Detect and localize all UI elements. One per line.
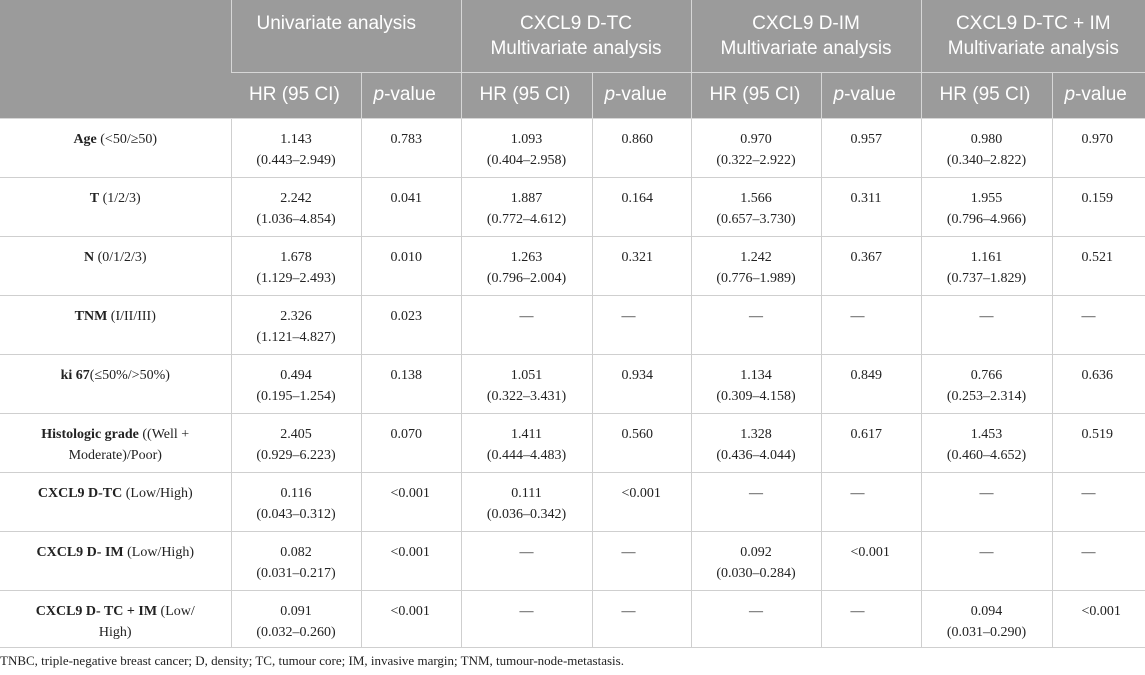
cell-value: 0.010 — [390, 249, 422, 265]
cell-value: 0.138 — [390, 367, 422, 383]
cell-value: — — [979, 485, 994, 501]
p-suffix: -value — [615, 83, 667, 105]
table-row — [0, 531, 1145, 590]
cell-ci: (0.772–4.612) — [486, 211, 567, 227]
hr-cell — [231, 177, 361, 236]
cell-value: 0.970 — [740, 131, 772, 147]
cell-value: 2.405 — [280, 426, 312, 442]
cell-value: 0.560 — [621, 426, 653, 442]
subheader-hr: HR (95 CI) — [231, 72, 361, 118]
p-suffix: -value — [1075, 83, 1127, 105]
cell-value: <0.001 — [390, 544, 430, 560]
p-value-cell — [821, 472, 921, 531]
cell-value: 1.093 — [510, 131, 543, 147]
hr-cell — [691, 472, 821, 531]
cell-value: 0.070 — [390, 426, 422, 442]
row-categories: (Low/High) — [122, 485, 193, 501]
cell-value: 0.860 — [621, 131, 653, 147]
table-row — [0, 236, 1145, 295]
p-value-cell — [821, 354, 921, 413]
hr-cell — [921, 118, 1052, 177]
p-value-cell — [821, 177, 921, 236]
cell-value: 1.134 — [740, 367, 772, 383]
cell-value: 0.023 — [390, 308, 422, 324]
cell-value: — — [850, 603, 865, 619]
p-value-cell — [1052, 472, 1145, 531]
hr-cell — [691, 590, 821, 647]
cell-value: 0.092 — [740, 544, 772, 560]
row-variable: T — [89, 190, 100, 206]
cell-value: — — [1081, 544, 1096, 560]
cell-value: <0.001 — [621, 485, 661, 501]
cell-value: — — [621, 308, 636, 324]
hr-cell — [691, 177, 821, 236]
p-value-cell — [592, 472, 691, 531]
p-italic: p — [1064, 83, 1076, 105]
cell-value: — — [519, 603, 534, 619]
p-value-cell — [821, 295, 921, 354]
cell-value: 0.980 — [970, 131, 1003, 147]
p-italic: p — [373, 83, 385, 105]
p-value-cell — [1052, 590, 1145, 647]
cell-value: 1.678 — [280, 249, 312, 265]
hr-cell — [691, 118, 821, 177]
cell-value: 0.321 — [621, 249, 653, 265]
header-group-title: Univariate analysis — [256, 13, 416, 34]
cell-value: 0.494 — [280, 367, 312, 383]
table-row — [0, 177, 1145, 236]
hr-cell — [231, 118, 361, 177]
subheader-hr: HR (95 CI) — [461, 72, 592, 118]
hr-cell — [231, 531, 361, 590]
hr-cell — [231, 413, 361, 472]
p-value-cell — [821, 118, 921, 177]
hr-cell — [231, 472, 361, 531]
row-categories: (Low/High) — [123, 544, 194, 560]
hr-cell — [921, 531, 1052, 590]
row-label-cell — [0, 236, 231, 295]
cell-value: 0.970 — [1081, 131, 1114, 147]
row-categories: ((Well + Moderate)/Poor) — [68, 426, 190, 463]
header-group-dtc — [461, 0, 691, 72]
table-body — [0, 118, 1145, 647]
p-value-cell — [1052, 118, 1145, 177]
hr-cell — [921, 590, 1052, 647]
row-label-cell — [0, 295, 231, 354]
table-row — [0, 354, 1145, 413]
cell-value: 0.636 — [1081, 367, 1114, 383]
cell-value: 0.041 — [390, 190, 422, 206]
cell-ci: (0.460–4.652) — [946, 447, 1027, 463]
cell-ci: (0.322–2.922) — [716, 152, 796, 168]
header-group-title: CXCL9 D-IM — [752, 13, 860, 34]
table-row — [0, 295, 1145, 354]
row-variable: TNM — [74, 308, 108, 324]
cell-ci: (0.776–1.989) — [716, 270, 796, 286]
cell-value: 0.367 — [850, 249, 883, 265]
row-label-cell — [0, 413, 231, 472]
p-value-cell — [592, 177, 691, 236]
hr-cell — [691, 531, 821, 590]
header-group-dim — [691, 0, 921, 72]
cell-value: — — [1081, 485, 1096, 501]
p-value-cell — [592, 531, 691, 590]
cell-value: — — [519, 308, 534, 324]
cell-value: 0.091 — [280, 603, 312, 619]
cell-value: 0.116 — [280, 485, 312, 501]
row-categories: (1/2/3) — [99, 190, 141, 206]
row-label-cell — [0, 590, 231, 647]
header-group-univariate — [231, 0, 461, 72]
cell-ci: (1.121–4.827) — [256, 329, 336, 345]
p-value-cell — [1052, 354, 1145, 413]
cell-value: 0.159 — [1081, 190, 1114, 206]
p-value-cell — [1052, 413, 1145, 472]
p-value-cell — [361, 295, 461, 354]
cell-value: — — [621, 544, 636, 560]
table-header — [0, 0, 1145, 118]
cell-value: 0.164 — [621, 190, 653, 206]
cell-ci: (0.436–4.044) — [716, 447, 796, 463]
p-value-cell — [361, 413, 461, 472]
hr-cell — [921, 295, 1052, 354]
header-group-title: CXCL9 D-TC — [520, 13, 632, 34]
header-group-dtc-im — [921, 0, 1145, 72]
row-label-cell — [0, 118, 231, 177]
hr-cell — [921, 177, 1052, 236]
p-value-cell — [1052, 531, 1145, 590]
cell-value: — — [621, 603, 636, 619]
cell-ci: (0.043–0.312) — [256, 506, 336, 522]
p-value-cell — [361, 590, 461, 647]
hr-cell — [691, 354, 821, 413]
cell-ci: (0.032–0.260) — [256, 624, 336, 640]
table-row — [0, 590, 1145, 647]
hr-cell — [461, 590, 592, 647]
hr-cell — [691, 413, 821, 472]
hr-cell — [461, 472, 592, 531]
cell-value: 0.094 — [970, 603, 1003, 619]
cell-ci: (0.657–3.730) — [716, 211, 796, 227]
cell-value: 1.328 — [740, 426, 772, 442]
cell-value: — — [519, 544, 534, 560]
cell-value: 0.957 — [850, 131, 883, 147]
cell-ci: (0.929–6.223) — [256, 447, 336, 463]
hr-cell — [461, 295, 592, 354]
table-row — [0, 413, 1145, 472]
row-variable: CXCL9 D- IM — [36, 544, 124, 560]
p-value-cell — [821, 531, 921, 590]
cell-value: <0.001 — [390, 603, 430, 619]
cell-value: — — [749, 485, 764, 501]
hr-cell — [921, 236, 1052, 295]
cell-value: 1.887 — [510, 190, 543, 206]
p-value-cell — [1052, 295, 1145, 354]
cell-value: — — [850, 485, 865, 501]
row-categories: (<50/≥50) — [96, 131, 158, 147]
cell-value: 1.566 — [740, 190, 772, 206]
p-suffix: -value — [844, 83, 896, 105]
header-corner — [0, 0, 231, 118]
cell-ci: (1.036–4.854) — [256, 211, 336, 227]
p-italic: p — [604, 83, 616, 105]
hr-cell — [231, 354, 361, 413]
hr-cell — [231, 295, 361, 354]
p-value-cell — [361, 118, 461, 177]
cell-value: 1.161 — [970, 249, 1003, 265]
header-group-title: CXCL9 D-TC + IM — [955, 13, 1111, 34]
cell-ci: (0.031–0.290) — [946, 624, 1027, 640]
row-label-cell — [0, 177, 231, 236]
hr-cell — [691, 236, 821, 295]
p-value-cell — [361, 177, 461, 236]
cell-value: 2.326 — [280, 308, 312, 324]
cell-value: 0.849 — [850, 367, 883, 383]
row-label-cell — [0, 354, 231, 413]
cell-ci: (0.030–0.284) — [716, 565, 796, 581]
cell-ci: (0.195–1.254) — [256, 388, 336, 404]
p-value-cell — [361, 354, 461, 413]
cell-value: 1.143 — [280, 131, 312, 147]
hr-cell — [461, 236, 592, 295]
cell-value: <0.001 — [850, 544, 890, 560]
table-row — [0, 118, 1145, 177]
subheader-hr: HR (95 CI) — [921, 72, 1052, 118]
p-value-cell — [821, 236, 921, 295]
p-value-cell — [821, 590, 921, 647]
cell-value: 0.311 — [850, 190, 882, 206]
row-variable: ki 67 — [60, 367, 90, 383]
subheader-p-value — [361, 72, 461, 118]
cell-ci: (0.036–0.342) — [486, 506, 567, 522]
row-categories: (≤50%/>50%) — [89, 367, 170, 383]
cell-value: — — [1081, 308, 1096, 324]
cell-value: 0.519 — [1081, 426, 1114, 442]
p-value-cell — [592, 413, 691, 472]
row-categories: (Low/ High) — [98, 603, 195, 640]
cell-value: 1.411 — [511, 426, 542, 442]
row-categories: (0/1/2/3) — [94, 249, 147, 265]
hr-cell — [461, 413, 592, 472]
hr-cell — [461, 531, 592, 590]
p-value-cell — [361, 236, 461, 295]
cell-ci: (0.322–3.431) — [486, 388, 567, 404]
cell-value: 0.082 — [280, 544, 312, 560]
hr-cell — [231, 236, 361, 295]
cell-ci: (0.340–2.822) — [946, 152, 1027, 168]
p-value-cell — [592, 295, 691, 354]
cell-value: <0.001 — [1081, 603, 1121, 619]
cell-value: 1.453 — [970, 426, 1003, 442]
cell-value: — — [979, 308, 994, 324]
p-value-cell — [361, 531, 461, 590]
header-group-subtitle: Multivariate analysis — [720, 38, 892, 59]
p-value-cell — [592, 236, 691, 295]
subheader-p-value — [821, 72, 921, 118]
p-value-cell — [361, 472, 461, 531]
hr-cell — [921, 413, 1052, 472]
p-value-cell — [592, 118, 691, 177]
cell-value: 0.521 — [1081, 249, 1114, 265]
cell-ci: (0.796–2.004) — [486, 270, 567, 286]
cell-value: — — [749, 308, 764, 324]
cell-value: 0.783 — [390, 131, 422, 147]
cell-ci: (0.737–1.829) — [946, 270, 1027, 286]
cell-value: — — [749, 603, 764, 619]
cell-ci: (0.253–2.314) — [946, 388, 1027, 404]
hr-cell — [921, 472, 1052, 531]
row-variable: Age — [73, 131, 97, 147]
row-variable: CXCL9 D-TC — [37, 485, 123, 501]
hr-cell — [691, 295, 821, 354]
row-label-cell — [0, 472, 231, 531]
p-value-cell — [592, 354, 691, 413]
p-value-cell — [1052, 177, 1145, 236]
subheader-p-value — [592, 72, 691, 118]
cell-value: 1.051 — [510, 367, 543, 383]
cell-ci: (0.444–4.483) — [486, 447, 567, 463]
p-suffix: -value — [384, 83, 436, 105]
cell-value: — — [979, 544, 994, 560]
hr-cell — [461, 354, 592, 413]
cell-value: 0.934 — [621, 367, 653, 383]
cell-ci: (0.031–0.217) — [256, 565, 336, 581]
p-value-cell — [821, 413, 921, 472]
cell-value: 0.617 — [850, 426, 883, 442]
hr-cell — [231, 590, 361, 647]
cell-value: 1.955 — [970, 190, 1003, 206]
header-group-subtitle: Multivariate analysis — [947, 38, 1119, 59]
hr-cell — [921, 354, 1052, 413]
cell-ci: (0.404–2.958) — [486, 152, 567, 168]
cell-value: 0.111 — [511, 485, 542, 501]
subheader-hr: HR (95 CI) — [691, 72, 821, 118]
cell-value: <0.001 — [390, 485, 430, 501]
header-group-subtitle: Multivariate analysis — [490, 38, 662, 59]
hr-cell — [461, 177, 592, 236]
cell-ci: (0.443–2.949) — [256, 152, 336, 168]
subheader-p-value — [1052, 72, 1145, 118]
cell-ci: (0.796–4.966) — [946, 211, 1027, 227]
cell-ci: (1.129–2.493) — [256, 270, 336, 286]
row-variable: CXCL9 D- TC + IM — [35, 603, 158, 619]
cell-value: 1.263 — [510, 249, 543, 265]
cell-value: — — [850, 308, 865, 324]
p-value-cell — [592, 590, 691, 647]
cell-value: 2.242 — [280, 190, 312, 206]
hr-cell — [461, 118, 592, 177]
row-variable: N — [83, 249, 95, 265]
table-row — [0, 472, 1145, 531]
cell-value: 0.766 — [970, 367, 1003, 383]
cell-value: 1.242 — [740, 249, 772, 265]
p-italic: p — [833, 83, 845, 105]
row-variable: Histologic grade — [41, 426, 139, 442]
p-value-cell — [1052, 236, 1145, 295]
table-footnote: TNBC, triple-negative breast cancer; D, density; TC, tumour core; IM, invasive margin; TNM, tumour-node-metastasis. — [0, 653, 624, 668]
row-categories: (I/II/III) — [107, 308, 156, 324]
row-label-cell — [0, 531, 231, 590]
cell-ci: (0.309–4.158) — [716, 388, 796, 404]
